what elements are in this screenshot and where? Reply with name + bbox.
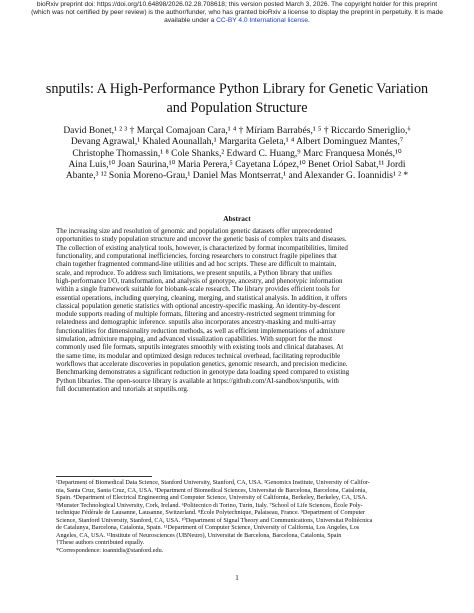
license-link[interactable]: CC-BY 4.0 International license [216,16,309,24]
abstract-line: essential operations, including querying, cleaning, merging, and statistical analysis. In addition, it offers [56,293,347,302]
abstract-line: high-performance I/O, transformation, and analysis of genotype, ancestry, and phenotypic information [56,276,343,285]
author-line-3: Christophe Thomassin,¹ ⁸ Cole Shanks,² Edward C. Huang,⁹ Marc Franquesa Monés,¹⁰ [72,148,402,159]
abstract-line: workflows that accelerate discoveries in population genetics, genomic research, and precision medicine. [56,360,348,368]
footnotes [56,479,418,554]
preprint-notice [20,1,454,24]
footnote-line: de Catalunya, Barcelona, Catalonia, Spain. ¹¹Department of Computer Science, University of California, Los Angeles, Los [56,524,360,532]
abstract-line: opportunities to study population structure and uncover the genetic basis of complex traits and diseases. [56,235,347,244]
author-list [30,126,444,182]
abstract-body [56,227,418,393]
abstract-line: full documentation and tutorials at snputils.org. [56,384,189,393]
abstract-line: simulation, admixture mapping, and advanced visualization capabilities. With support for the most [56,335,333,344]
abstract-line: functionalities for dimensionality reduction methods, as well as efficient implementations of admixture [56,326,345,335]
preprint-notice-line-3 [20,17,454,25]
abstract-line: within a single framework suitable for biobank-scale research. The library provides efficient tools for [56,285,340,294]
footnote-equal-contribution: †These authors contributed equally. [56,539,145,547]
abstract-line: functionality, and computational inefficiencies, forcing researchers to construct fragile pipelines that [56,251,337,260]
footnote-rule [56,476,152,477]
license-suffix: . [308,16,310,24]
paper-title [40,80,434,118]
footnote-line: nia, Santa Cruz, Santa Cruz, CA, USA. ³Department of Biomedical Sciences, Universitat de Barcelona, Barcelona, Catalonia, [56,486,367,494]
abstract-line: chain together fragmented command-line utilities and ad hoc scripts. These are difficult to maintain, [56,260,337,269]
footnote-line: Angeles, CA, USA. ¹²Institute of Neurosciences (UBNeuro), Universitat de Barcelona, Barcelona, Catalonia, Spain [56,531,342,539]
abstract-heading: Abstract [223,214,251,223]
abstract-line: the same time, its modular and optimized design reduces technical overhead, facilitating reproducible [56,351,341,360]
author-line-2: Devang Agrawal,¹ Khaled Aounallah,¹ Margarita Geleta,¹ ⁴ Albert Dominguez Mantes,⁷ [70,137,404,148]
abstract-line: commonly used file formats, snputils integrates smoothly with existing tools and clinical databases. At [56,343,344,352]
abstract-line: Python libraries. The open-source library is available at https://github.com/AI-sandbox/snputils, with [56,376,339,385]
abstract-line: relatedness and demographic inference. snputils also incorporates ancestry-masking and multi-array [56,318,336,327]
abstract-line: Benchmarking demonstrates a significant reduction in genotype data loading speed compared to existing [56,368,350,377]
title-line-2: and Population Structure [166,100,308,116]
license-prefix: available under a [164,16,215,24]
author-line-1: David Bonet,¹ ² ³ † Marçal Comajoan Cara,¹ ⁴ † Míriam Barrabés,¹ ⁵ † Riccardo Smeriglio,⁶ [63,126,411,136]
footnote-line: Spain. ⁴Department of Electrical Engineering and Computer Science, University of California, Berkeley, Berkeley, CA, USA. [56,494,368,502]
preprint-notice-line-1: bioRxiv preprint doi: https://doi.org/10.64898/2026.02.28.708618; this version posted March 3, 2026. The copyright holder for this preprint [36,1,438,8]
footnote-line: Science, Stanford University, Stanford, CA, USA. ¹⁰Department of Signal Theory and Communications, Universitat Politècnica [56,516,373,524]
title-line-1: snputils: A High-Performance Python Library for Genetic Variation [45,81,429,97]
abstract-line: module supports reading of multiple formats, filtering and ancestry-restricted segment trimming for [56,310,336,319]
abstract-line: The collection of existing analytical tools, however, is characterized by format incompatibilities, limited [56,243,348,252]
footnote-line: technique Fédérale de Lausanne, Lausanne, Switzerland. ⁸École Polytechnique, Palaiseau, France. ⁹Department of Computer [56,509,366,517]
page-number: 1 [235,573,239,582]
author-line-4: Aina Luis,¹⁰ Joan Saurina,¹⁰ Maria Perera,⁵ Cayetana López,¹⁰ Benet Oriol Sabat,¹¹ Jordi [68,159,406,170]
footnote-line: ¹Department of Biomedical Data Science, Stanford University, Stanford, CA, USA. ²Genomics Institute, University of Califor- [56,479,370,486]
preprint-notice-line-2: (which was not certified by peer review) is the author/funder, who has granted bioRxiv a license to display the preprint in perpetuity. It is made [31,8,443,16]
footnote-line: ⁵Munster Technological University, Cork, Ireland. ⁶Politecnico di Torino, Turin, Italy. ⁷School of Life Sciences, École Poly- [56,501,363,509]
abstract-line: classical population genetic statistics with optional ancestry-specific masking. An identity-by-descent [56,301,341,310]
abstract-line: The increasing size and resolution of genomic and population genetic datasets offer unprecedented [56,227,333,235]
author-line-5: Abante,³ ¹² Sonia Moreno-Grau,¹ Daniel Mas Montserrat,¹ and Alexander G. Ioannidis¹ ² * [65,171,409,182]
abstract-line: scale, and reproduce. To address such limitations, we present snputils, a Python library that unifies [56,268,332,277]
footnote-correspondence: *Correspondence: ioannidis@stanford.edu. [56,546,164,554]
